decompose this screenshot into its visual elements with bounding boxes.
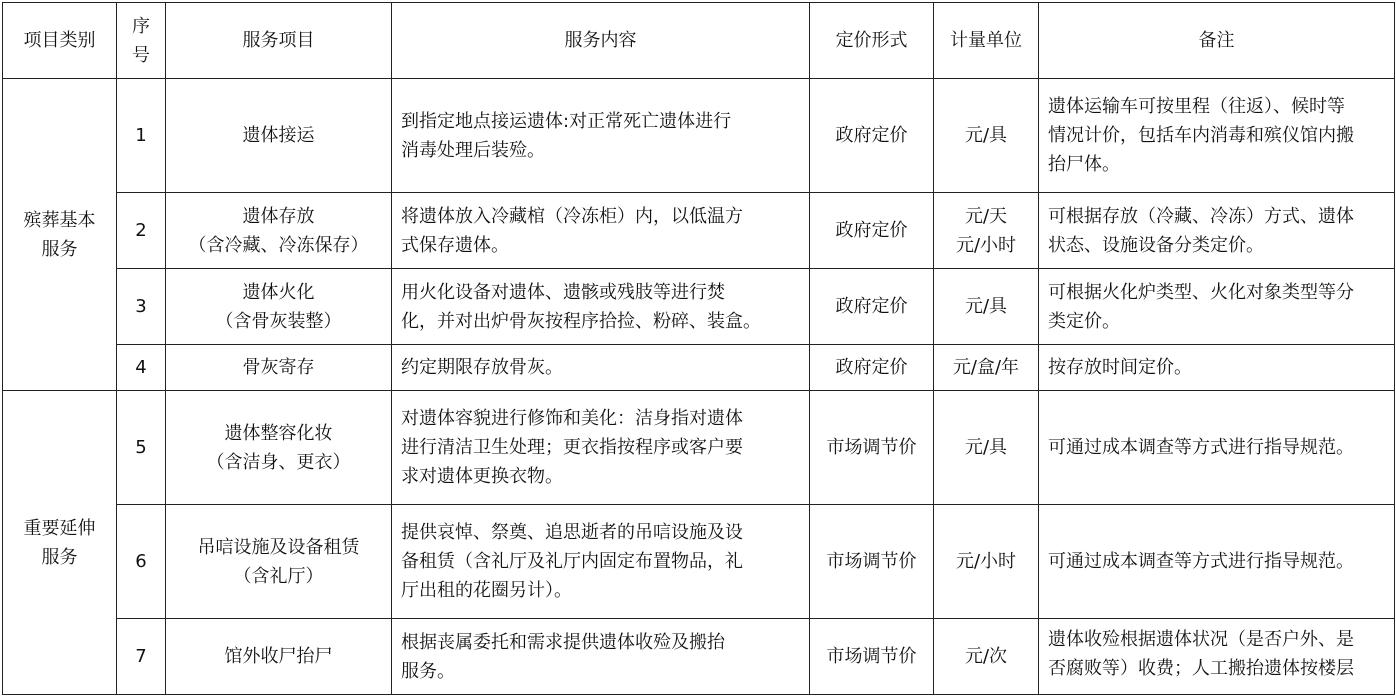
table-row bbox=[3, 193, 1395, 269]
service-content: 根据丧属委托和需求提供遗体收殓及搬抬 服务。 bbox=[392, 619, 810, 695]
service-item: 馆外收尸抬尸 bbox=[166, 619, 392, 695]
service-item: 遗体存放 （含冷藏、冷冻保存） bbox=[166, 193, 392, 269]
pricing-form: 市场调节价 bbox=[810, 619, 934, 695]
unit: 元/盒/年 bbox=[934, 345, 1039, 391]
header-service-content: 服务内容 bbox=[392, 3, 810, 79]
pricing-form: 市场调节价 bbox=[810, 391, 934, 505]
header-remarks: 备注 bbox=[1039, 3, 1395, 79]
category-basic-services: 殡葬基本 服务 bbox=[3, 79, 117, 391]
service-content: 用火化设备对遗体、遗骸或残肢等进行焚 化，并对出炉骨灰按程序拾捡、粉碎、装盒。 bbox=[392, 269, 810, 345]
table-row bbox=[3, 505, 1395, 619]
header-category: 项目类别 bbox=[3, 3, 117, 79]
service-item: 遗体火化 （含骨灰装整） bbox=[166, 269, 392, 345]
remarks: 遗体运输车可按里程（往返）、候时等 情况计价，包括车内消毒和殡仪馆内搬 抬尸体。 bbox=[1039, 79, 1395, 193]
pricing-form: 政府定价 bbox=[810, 79, 934, 193]
table-row bbox=[3, 345, 1395, 391]
service-item: 遗体接运 bbox=[166, 79, 392, 193]
table-row bbox=[3, 79, 1395, 193]
service-content: 对遗体容貌进行修饰和美化：洁身指对遗体 进行清洁卫生处理；更衣指按程序或客户要 求对遗体更换衣物。 bbox=[392, 391, 810, 505]
row-number: 3 bbox=[117, 269, 166, 345]
row-number: 2 bbox=[117, 193, 166, 269]
service-item: 吊唁设施及设备租赁 （含礼厅） bbox=[166, 505, 392, 619]
unit: 元/具 bbox=[934, 269, 1039, 345]
header-pricing-form: 定价形式 bbox=[810, 3, 934, 79]
header-row bbox=[3, 3, 1395, 79]
remarks: 可通过成本调查等方式进行指导规范。 bbox=[1039, 391, 1395, 505]
row-number: 1 bbox=[117, 79, 166, 193]
unit: 元/具 bbox=[934, 391, 1039, 505]
remarks: 可根据存放（冷藏、冷冻）方式、遗体 状态、设施设备分类定价。 bbox=[1039, 193, 1395, 269]
row-number: 5 bbox=[117, 391, 166, 505]
pricing-form: 政府定价 bbox=[810, 193, 934, 269]
service-item: 遗体整容化妆 （含洁身、更衣） bbox=[166, 391, 392, 505]
category-extended-services: 重要延伸 服务 bbox=[3, 391, 117, 695]
remarks: 可根据火化炉类型、火化对象类型等分 类定价。 bbox=[1039, 269, 1395, 345]
service-pricing-table bbox=[2, 2, 1395, 695]
row-number: 6 bbox=[117, 505, 166, 619]
service-item: 骨灰寄存 bbox=[166, 345, 392, 391]
pricing-form: 市场调节价 bbox=[810, 505, 934, 619]
table-row bbox=[3, 391, 1395, 505]
unit: 元/次 bbox=[934, 619, 1039, 695]
remarks: 可通过成本调查等方式进行指导规范。 bbox=[1039, 505, 1395, 619]
pricing-form: 政府定价 bbox=[810, 345, 934, 391]
header-unit: 计量单位 bbox=[934, 3, 1039, 79]
table-row bbox=[3, 619, 1395, 695]
service-content: 将遗体放入冷藏棺（冷冻柜）内，以低温方 式保存遗体。 bbox=[392, 193, 810, 269]
remarks: 按存放时间定价。 bbox=[1039, 345, 1395, 391]
unit: 元/天 元/小时 bbox=[934, 193, 1039, 269]
unit: 元/小时 bbox=[934, 505, 1039, 619]
unit: 元/具 bbox=[934, 79, 1039, 193]
header-number: 序 号 bbox=[117, 3, 166, 79]
row-number: 4 bbox=[117, 345, 166, 391]
remarks: 遗体收殓根据遗体状况（是否户外、是 否腐败等）收费；人工搬抬遗体按楼层 bbox=[1039, 619, 1395, 695]
table-row bbox=[3, 269, 1395, 345]
pricing-form: 政府定价 bbox=[810, 269, 934, 345]
service-content: 约定期限存放骨灰。 bbox=[392, 345, 810, 391]
row-number: 7 bbox=[117, 619, 166, 695]
header-service-item: 服务项目 bbox=[166, 3, 392, 79]
service-content: 提供哀悼、祭奠、追思逝者的吊唁设施及设 备租赁（含礼厅及礼厅内固定布置物品，礼 厅出租的花圈另计）。 bbox=[392, 505, 810, 619]
service-content: 到指定地点接运遗体:对正常死亡遗体进行 消毒处理后装殓。 bbox=[392, 79, 810, 193]
